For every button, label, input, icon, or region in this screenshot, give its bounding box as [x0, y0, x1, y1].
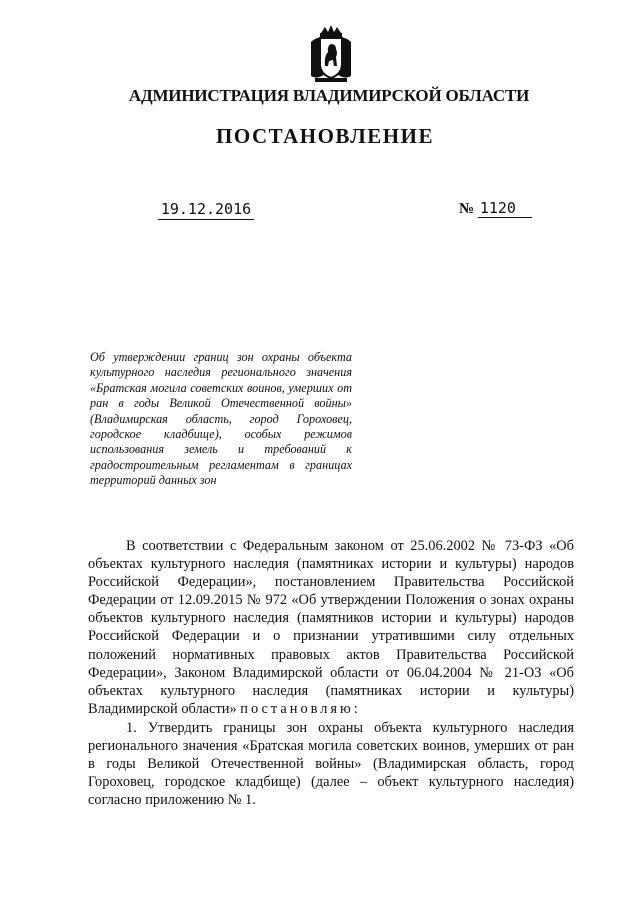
item-1-paragraph: 1. Утвердить границы зон охраны объекта культурного наследия регионального значения «Братская могила советских воинов, умерших от ран в годы Великой Отечественной войны» (Владимирская область, город Гороховец, городское кладбище) (далее – объект культурного наследия) согласно приложению № 1.: [88, 719, 574, 809]
preamble-text: В соответствии с Федеральным законом от 25.06.2002 № 73-ФЗ «Об объектах культурного наследия (памятниках истории и культуры) народов Российской Федерации», постановлением Правительства Российской Федерации от 12.09.2015 № 972 «Об утверждении Положения о зонах охраны объектов культурного наследия (памятников истории и культуры) народов Российской Федерации и о признании утратившими силу отдельных положений нормативных правовых актов Правительства Российской Федерации», Законом Владимирской области от 06.04.2004 № 21-ОЗ «Об объектах культурного наследия (памятниках истории и культуры) Владимирской области»: [88, 538, 574, 717]
document-number: [459, 199, 532, 218]
document-type-title: ПОСТАНОВЛЕНИЕ: [216, 124, 434, 148]
coat-of-arms-icon: [307, 24, 355, 84]
resolve-word: постановляю:: [240, 700, 361, 717]
number-value: 1120: [478, 199, 532, 218]
organization-title: АДМИНИСТРАЦИЯ ВЛАДИМИРСКОЙ ОБЛАСТИ: [128, 86, 530, 105]
document-body: [88, 537, 574, 809]
document-date: 19.12.2016: [158, 200, 254, 220]
document-subject: Об утверждении границ зон охраны объекта культурного наследия регионального значения «Братская могила советских воинов, умерших от ран в годы Великой Отечественной войны» (Владимирская область, город Гороховец, городское кладбище), особых режимов использования земель и требований к градостроительным регламентам в границах территорий данных зон: [90, 350, 352, 488]
preamble-paragraph: [88, 537, 574, 718]
number-sign: №: [459, 201, 475, 217]
